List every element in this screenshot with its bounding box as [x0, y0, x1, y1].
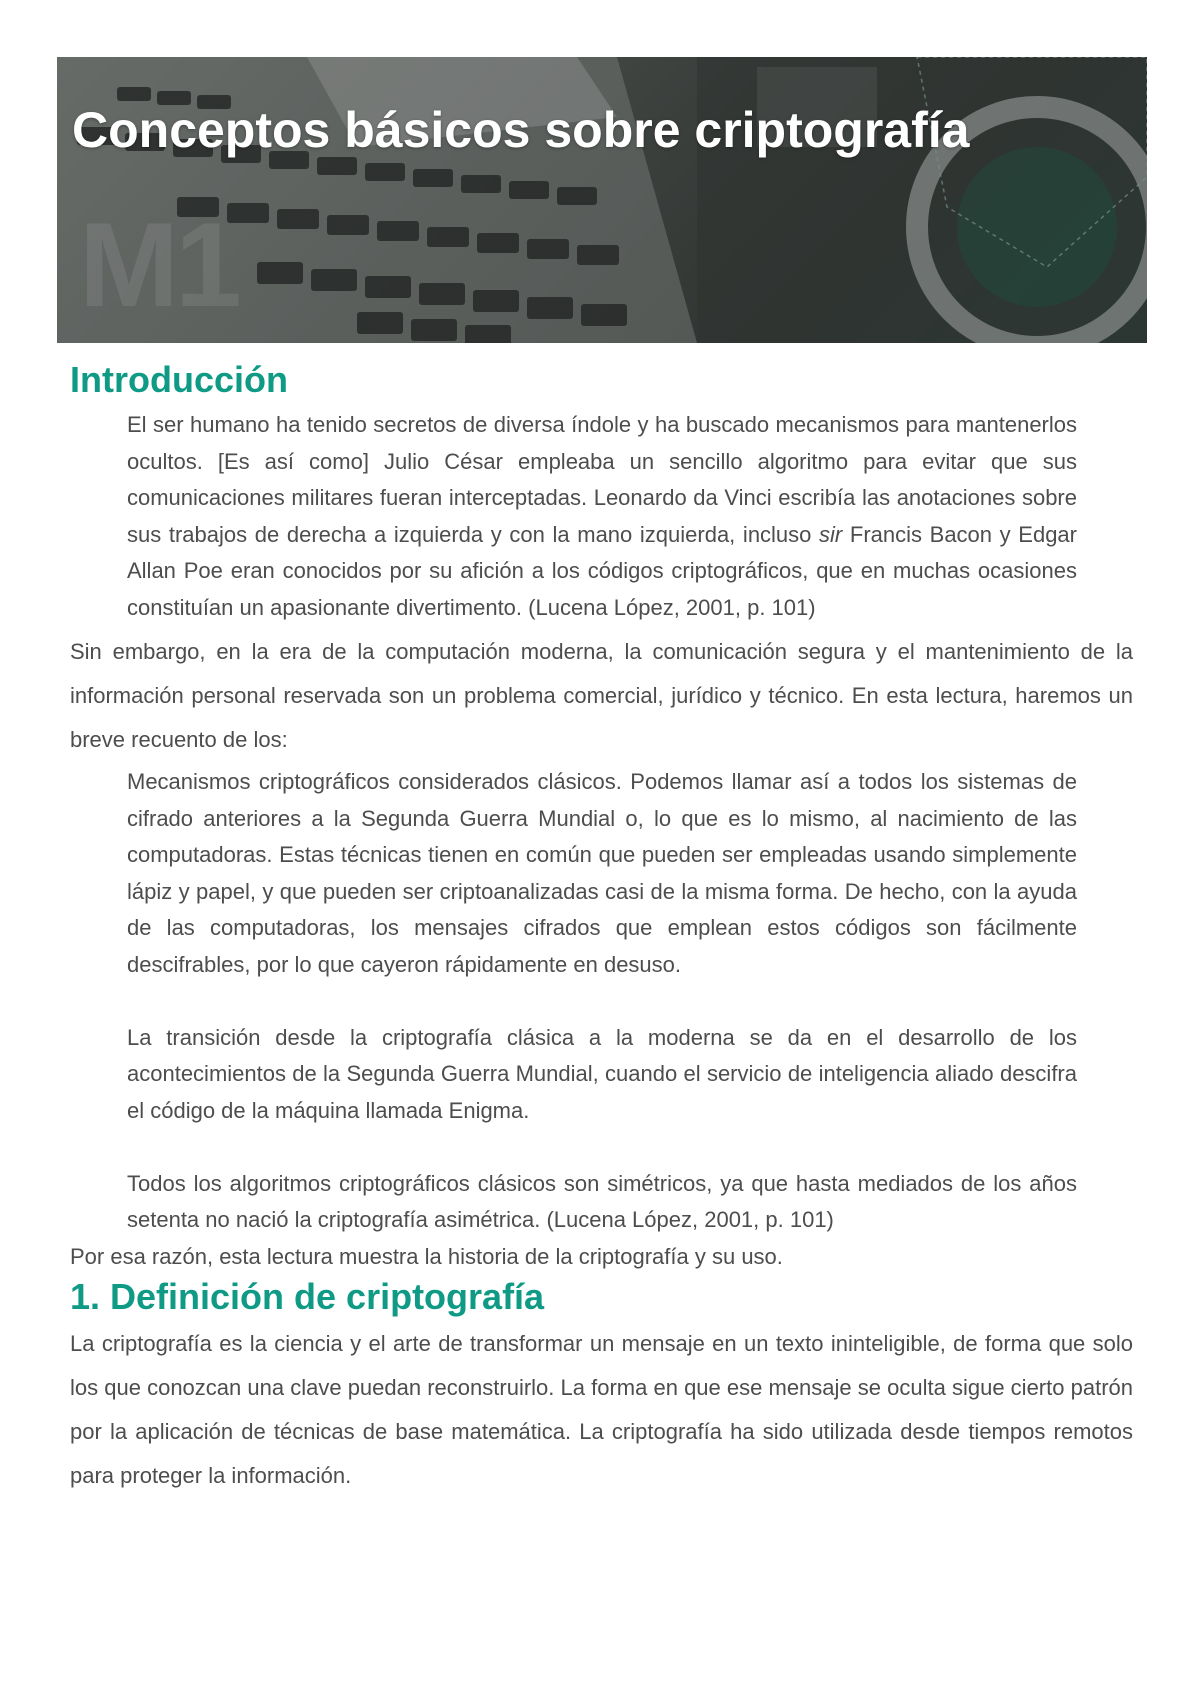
intro-quote-block — [127, 407, 1077, 626]
document-body — [70, 358, 1133, 1498]
quote-paragraph: Mecanismos criptográficos considerados clásicos. Podemos llamar así a todos los sistemas de cifrado anteriores a la Segunda Guerra Mundial o, lo que es lo mismo, al nacimiento de las computadoras. Estas técnicas tienen en común que pueden ser empleadas usando simplemente lápiz y papel, y que pueden ser criptoanalizadas casi de la misma forma. De hecho, con la ayuda de las computadoras, los mensajes cifrados que emplean estos códigos son fácilmente descifrables, por lo que cayeron rápidamente en desuso. — [127, 769, 1077, 977]
module-watermark: M1 — [79, 198, 238, 332]
quote-text-continued: Francis Bacon y Edgar Allan Poe eran conocidos por su afición a los códigos criptográficos, que en muchas ocasiones constituían un apasionante divertimento. (Lucena López, 2001, p. 101) — [127, 521, 1077, 620]
intro-paragraph: Sin embargo, en la era de la computación moderna, la comunicación segura y el mantenimiento de la información personal reservada son un problema comercial, jurídico y técnico. En esta lectura, haremos un breve recuento de los: — [70, 639, 1133, 753]
definition-paragraph: La criptografía es la ciencia y el arte de transformar un mensaje en un texto ininteligible, de forma que solo los que conozcan una clave puedan reconstruirlo. La forma en que ese mensaje se oculta sigue cierto patrón por la aplicación de técnicas de base matemática. La criptografía ha sido utilizada desde tiempos remotos para proteger la información. — [70, 1330, 1133, 1488]
classical-mechanisms-quote — [127, 764, 1077, 1239]
quote-italic-text: sir — [819, 521, 843, 547]
header-banner — [57, 57, 1147, 343]
quote-paragraph: Todos los algoritmos criptográficos clásicos son simétricos, ya que hasta mediados de los años setenta no nació la criptografía asimétrica. (Lucena López, 2001, p. 101) — [127, 1170, 1077, 1233]
definition-heading: 1. Definición de criptografía — [70, 1275, 545, 1317]
quote-text: El ser humano ha tenido secretos de diversa índole y ha buscado mecanismos para mantenerlos ocultos. [Es así como] Julio César empleaba un sencillo algoritmo para evitar que sus comunicaciones militares fueran interceptadas. Leonardo da Vinci escribía las anotaciones sobre sus trabajos de derecha a izquierda y con la mano izquierda, incluso — [127, 412, 1077, 547]
introduction-heading: Introducción — [70, 359, 288, 400]
quote-paragraph: La transición desde la criptografía clásica a la moderna se da en el desarrollo de los acontecimientos de la Segunda Guerra Mundial, cuando el servicio de inteligencia aliado descifra el código de la máquina llamada Enigma. — [127, 1024, 1077, 1123]
intro-closing-paragraph: Por esa razón, esta lectura muestra la historia de la criptografía y su uso. — [70, 1243, 783, 1269]
page-title: Conceptos básicos sobre criptografía — [72, 102, 970, 158]
